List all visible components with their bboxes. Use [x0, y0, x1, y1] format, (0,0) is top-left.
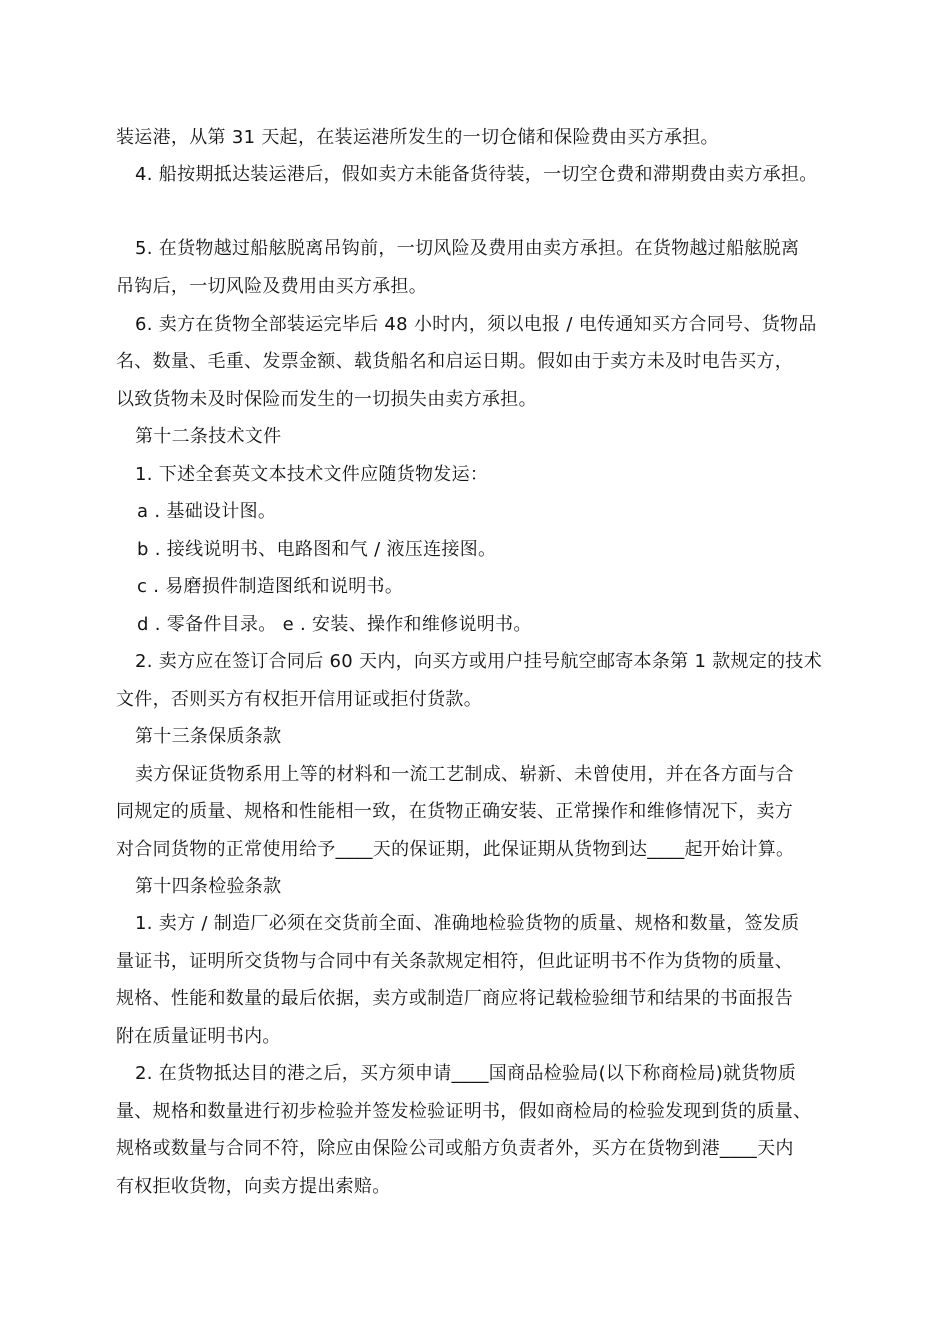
- text-line: 4. 船按期抵达装运港后，假如卖方未能备货待装，一切空仓费和滞期费由卖方承担。: [135, 164, 818, 185]
- text-line: 6. 卖方在货物全部装运完毕后 48 小时内，须以电报 / 电传通知买方合同号、货物品: [135, 314, 817, 335]
- list-item: a . 基础设计图。: [137, 501, 277, 522]
- text-line: 装运港，从第 31 天起，在装运港所发生的一切仓储和保险费由买方承担。: [116, 127, 719, 148]
- text-line: 同规定的质量、规格和性能相一致，在货物正确安装、正常操作和维修情况下，卖方: [116, 801, 794, 822]
- section-heading: 第十三条保质条款: [135, 726, 282, 747]
- text-line: 有权拒收货物，向卖方提出索赔。: [116, 1176, 391, 1197]
- text-line: 5. 在货物越过船舷脱离吊钩前，一切风险及费用由卖方承担。在货物越过船舷脱离: [135, 238, 800, 259]
- text-line: 量证书，证明所交货物与合同中有关条款规定相符，但此证明书不作为货物的质量、: [116, 951, 794, 972]
- section-heading: 第十二条技术文件: [135, 426, 282, 447]
- list-item: c . 易磨损件制造图纸和说明书。: [137, 576, 404, 597]
- text-line: 2. 在货物抵达目的港之后，买方须申请____国商品检验局(以下称商检局)就货物质: [135, 1063, 797, 1084]
- text-line: 以致货物未及时保险而发生的一切损失由卖方承担。: [116, 389, 537, 410]
- text-line: 规格、性能和数量的最后依据，卖方或制造厂商应将记载检验细节和结果的书面报告: [116, 988, 794, 1009]
- text-line: 文件，否则买方有权拒开信用证或拒付货款。: [116, 689, 482, 710]
- text-line: 2. 卖方应在签订合同后 60 天内，向买方或用户挂号航空邮寄本条第 1 款规定的技术: [135, 651, 823, 672]
- list-item: b . 接线说明书、电路图和气 / 液压连接图。: [137, 539, 497, 560]
- text-line: 名、数量、毛重、发票金额、载货船名和启运日期。假如由于卖方未及时电告买方，: [116, 351, 794, 372]
- text-line: 量、规格和数量进行初步检验并签发检验证明书，假如商检局的检验发现到货的质量、: [116, 1101, 812, 1122]
- section-heading: 第十四条检验条款: [135, 876, 282, 897]
- text-line: 对合同货物的正常使用给予____天的保证期，此保证期从货物到达____起开始计算。: [116, 839, 795, 860]
- text-line: 规格或数量与合同不符，除应由保险公司或船方负责者外，买方在货物到港____天内: [116, 1138, 794, 1159]
- text-line: 吊钩后，一切风险及费用由买方承担。: [116, 276, 428, 297]
- text-line: 1. 卖方 / 制造厂必须在交货前全面、准确地检验货物的质量、规格和数量，签发质: [135, 913, 800, 934]
- list-item: d . 零备件目录。 e . 安装、操作和维修说明书。: [137, 614, 532, 635]
- text-line: 1. 下述全套英文本技术文件应随货物发运：: [135, 464, 489, 485]
- text-line: 附在质量证明书内。: [116, 1026, 281, 1047]
- text-line: 卖方保证货物系用上等的材料和一流工艺制成、崭新、未曾使用，并在各方面与合: [135, 764, 794, 785]
